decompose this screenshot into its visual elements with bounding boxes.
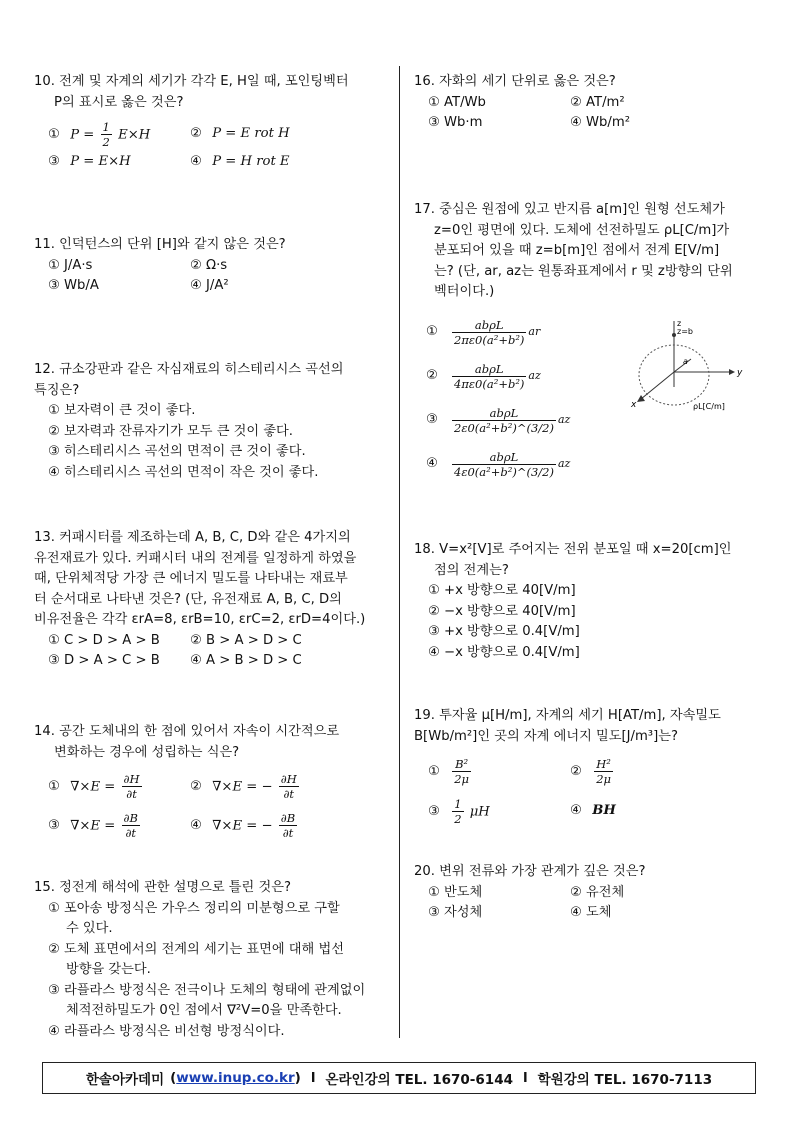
- stem-line: B[Wb/m²]인 곳의 자계 에너지 밀도[J/m³]는?: [414, 728, 678, 744]
- question-11-stem: 11. 인덕턴스의 단위 [H]와 같지 않은 것은?: [34, 237, 286, 252]
- option-number: ②: [426, 368, 438, 384]
- option-2[interactable]: [190, 124, 332, 145]
- option-3[interactable]: ③ 자성체: [428, 905, 483, 920]
- option-3[interactable]: [414, 399, 614, 443]
- option-4[interactable]: ④ J/A²: [190, 278, 229, 293]
- stem-line: 는? (단, ar, az는 원통좌표계에서 r 및 z방향의 단위: [434, 263, 733, 279]
- ring-charge-figure: [629, 317, 749, 427]
- question-10: [34, 72, 386, 175]
- figure-label-y: y: [737, 367, 743, 378]
- unit-vector: az: [557, 413, 571, 427]
- column-divider: [399, 66, 400, 1038]
- question-18-stem: [414, 540, 766, 581]
- stem-line: z=0인 평면에 있다. 도체에 선전하밀도 ρL[C/m]가: [434, 222, 730, 238]
- option-2[interactable]: ② AT/m²: [570, 94, 625, 110]
- question-15-stem: 15. 정전계 해석에 관한 설명으로 틀린 것은?: [34, 880, 291, 895]
- fraction: $\frac{\partial B}{\partial t}$: [280, 810, 296, 840]
- question-14: [34, 722, 386, 845]
- question-10-stem: [34, 72, 386, 113]
- fraction: $\frac{\partial H}{\partial t}$: [123, 771, 140, 801]
- question-16: [414, 72, 766, 134]
- option-text: ② 도체 표면에서의 전계의 세기는 표면에 대해 법선: [48, 941, 344, 957]
- option-3[interactable]: [48, 811, 190, 840]
- stem-line: 18. V=x²[V]로 주어지는 전위 분포일 때 x=20[cm]인: [414, 542, 732, 557]
- fraction: $\frac{\text{abρL}}{\text{4ε0(a²+b²)\textasciicircum{}(3/2)}}$: [454, 450, 554, 479]
- question-16-stem: 16. 자화의 세기 단위로 옳은 것은?: [414, 74, 616, 89]
- figure-label-z: z: [677, 318, 682, 328]
- option-2[interactable]: [34, 940, 386, 981]
- stem-line: 점의 전계는?: [434, 562, 509, 578]
- fraction: $\frac{\partial H}{\partial t}$: [280, 771, 297, 801]
- option-2[interactable]: [190, 772, 332, 801]
- option-4[interactable]: [190, 152, 332, 173]
- campus-phone: 학원강의 TEL. 1670-7113: [537, 1072, 713, 1088]
- fraction: $\frac{\text{abρL}}{\text{2ε0(a²+b²)\textasciicircum{}(3/2)}}$: [454, 406, 554, 435]
- stem-line: 벡터이다.): [434, 284, 495, 299]
- option-number: ①: [48, 127, 60, 142]
- option-text: 수 있다.: [66, 921, 113, 936]
- option-2[interactable]: ② B > A > D > C: [190, 632, 302, 648]
- stem-line: 17. 중심은 원점에 있고 반지름 a[m]인 원형 선도체가: [414, 202, 725, 217]
- stem-line: 13. 커패시터를 제조하는데 A, B, C, D와 같은 4가지의: [34, 530, 351, 545]
- fraction: $\frac{1}{2}$: [102, 119, 110, 149]
- stem-line: 12. 규소강판과 같은 자심재료의 히스테리시스 곡선의: [34, 362, 344, 377]
- option-4[interactable]: ④ Wb/m²: [570, 115, 631, 130]
- option-4[interactable]: ④ 히스테리시스 곡선의 면적이 작은 것이 좋다.: [48, 464, 319, 480]
- fraction: $\frac{\text{abρL}}{\text{2πε0(a²+b²)}}$: [454, 318, 525, 347]
- question-19: [414, 706, 766, 831]
- question-17: [414, 200, 766, 487]
- question-19-stem: [414, 706, 766, 747]
- option-number: ④: [426, 456, 438, 472]
- option-number: ④: [190, 153, 202, 169]
- figure-label-x: x: [631, 399, 637, 410]
- fraction: $\frac{\text{abρL}}{\text{4πε0(a²+b²)}}$: [454, 362, 525, 391]
- footer-banner: 한솔아카데미 ( www.inup.co.kr ) l 온라인강의 TEL. 1670-6144 l 학원강의 TEL. 1670-7113: [42, 1062, 756, 1094]
- option-text: E×H: [118, 127, 151, 142]
- option-number: ②: [190, 125, 202, 141]
- stem-line: 유전재료가 있다. 커패시터 내의 전계를 일정하게 하였을: [34, 550, 357, 566]
- question-12: [34, 360, 386, 483]
- question-11: [34, 235, 386, 297]
- stem-line: 비유전율은 각각 εrA=8, εrB=10, εrC=2, εrD=4이다.): [34, 612, 366, 627]
- option-1[interactable]: ① +x 방향으로 40[V/m]: [428, 583, 576, 598]
- option-4[interactable]: ④ 도체: [570, 905, 612, 920]
- stem-line: 14. 공간 도체내의 한 점에 있어서 자속이 시간적으로: [34, 724, 340, 739]
- option-1[interactable]: ① AT/Wb: [428, 94, 486, 110]
- option-number: ②: [570, 764, 582, 779]
- option-2[interactable]: ② 유전체: [570, 884, 625, 900]
- option-4[interactable]: ④ −x 방향으로 0.4[V/m]: [428, 644, 580, 660]
- question-20: [414, 862, 766, 924]
- stem-line: P의 표시로 옳은 것은?: [54, 94, 184, 110]
- option-text: 방향을 갖는다.: [66, 962, 151, 977]
- stem-line: 변화하는 경우에 성립하는 식은?: [54, 744, 240, 760]
- unit-vector: ar: [528, 325, 541, 339]
- option-text: ③ 라플라스 방정식은 전극이나 도체의 형태에 관계없이: [48, 982, 366, 998]
- option-text: μH: [469, 804, 490, 819]
- question-17-stem: [414, 200, 766, 303]
- option-text: P = E×H: [70, 153, 131, 169]
- figure-label-a: a: [683, 356, 688, 366]
- option-4[interactable]: ④ A > B > D > C: [190, 653, 302, 668]
- stem-line: 19. 투자율 μ[H/m], 자계의 세기 H[AT/m], 자속밀도: [414, 708, 721, 723]
- option-2[interactable]: ② Ω·s: [190, 257, 228, 273]
- stem-line: 때, 단위체적당 가장 큰 에너지 밀도를 나타내는 재료부: [34, 571, 348, 586]
- option-text: 체적전하밀도가 0인 점에서 ∇²V=0을 만족한다.: [66, 1003, 342, 1018]
- option-3[interactable]: ③ +x 방향으로 0.4[V/m]: [428, 624, 580, 639]
- fraction: $\frac{\text{B²}}{2\mu}$: [454, 756, 469, 786]
- question-10-options: [34, 119, 386, 175]
- separator: l: [523, 1070, 528, 1086]
- option-1[interactable]: ① 반도체: [428, 884, 483, 900]
- option-3[interactable]: ③ 히스테리시스 곡선의 면적이 큰 것이 좋다.: [48, 444, 306, 459]
- option-number: ③: [48, 818, 60, 833]
- question-20-stem: 20. 변위 전류와 가장 관계가 깊은 것은?: [414, 864, 646, 879]
- option-3[interactable]: ③ D > A > C > B: [48, 653, 160, 668]
- option-3[interactable]: [48, 152, 190, 173]
- stem-line: 분포되어 있을 때 z=b[m]인 점에서 전계 E[V/m]: [434, 243, 720, 258]
- figure-label-rho: ρL[C/m]: [693, 401, 725, 411]
- academy-name: 한솔아카데미: [85, 1072, 165, 1088]
- question-13-stem: [34, 528, 386, 631]
- option-1[interactable]: [428, 757, 570, 786]
- option-text: BH: [592, 802, 616, 818]
- option-3[interactable]: ③ Wb/A: [48, 278, 99, 293]
- option-4[interactable]: ④ 라플라스 방정식은 비선형 방정식이다.: [48, 1023, 285, 1039]
- fraction: $\frac{\text{H²}}{2\mu}$: [596, 756, 611, 786]
- option-text: ① 포아송 방정식은 가우스 정리의 미분형으로 구할: [48, 900, 340, 916]
- option-2[interactable]: ② 보자력과 잔류자기가 모두 큰 것이 좋다.: [48, 423, 293, 439]
- option-4[interactable]: [190, 811, 332, 840]
- option-2[interactable]: ② −x 방향으로 40[V/m]: [428, 603, 576, 619]
- option-1[interactable]: ① 보자력이 큰 것이 좋다.: [48, 403, 196, 418]
- fraction: $\frac{1}{2}$: [454, 796, 462, 826]
- option-number: ④: [570, 802, 582, 818]
- stem-line: 특징은?: [34, 382, 80, 398]
- option-1[interactable]: ① J/A·s: [48, 257, 93, 273]
- option-text: ∇×E = −: [212, 779, 273, 794]
- option-number: ③: [426, 412, 438, 428]
- option-text: P = H rot E: [212, 153, 290, 169]
- option-text: ∇×E =: [70, 779, 116, 794]
- option-text: P = E rot H: [212, 125, 290, 141]
- option-4[interactable]: [570, 801, 712, 822]
- option-number: ①: [428, 764, 440, 779]
- question-15: [34, 878, 386, 1042]
- option-1[interactable]: ① C > D > A > B: [48, 632, 160, 648]
- question-12-stem: [34, 360, 386, 401]
- option-1[interactable]: [34, 899, 386, 940]
- unit-vector: az: [557, 457, 571, 471]
- option-number: ④: [190, 818, 202, 833]
- separator: l: [310, 1070, 316, 1086]
- website-link[interactable]: www.inup.co.kr: [176, 1070, 295, 1086]
- option-2[interactable]: [414, 355, 614, 399]
- option-3[interactable]: [34, 981, 386, 1022]
- option-1[interactable]: [48, 772, 190, 801]
- option-2[interactable]: [570, 757, 712, 786]
- option-1[interactable]: [48, 120, 190, 149]
- option-number: ③: [48, 153, 60, 169]
- option-number: ②: [190, 779, 202, 794]
- question-18: [414, 540, 766, 663]
- unit-vector: az: [528, 369, 541, 383]
- option-3[interactable]: [428, 797, 570, 826]
- question-13: [34, 528, 386, 672]
- question-14-stem: [34, 722, 386, 763]
- option-text: ∇×E =: [70, 818, 116, 833]
- online-phone: 온라인강의 TEL. 1670-6144: [325, 1072, 513, 1088]
- option-3[interactable]: ③ Wb·m: [428, 115, 483, 130]
- figure-label-zb: z=b: [677, 326, 693, 336]
- option-4[interactable]: [414, 443, 614, 487]
- option-number: ③: [428, 804, 440, 819]
- stem-line: 터 순서대로 나타낸 것은? (단, 유전재료 A, B, C, D의: [34, 591, 342, 607]
- stem-line: 10. 전계 및 자계의 세기가 각각 E, H일 때, 포인팅벡터: [34, 74, 349, 89]
- fraction: $\frac{\partial B}{\partial t}$: [123, 810, 138, 840]
- option-text: P =: [70, 127, 95, 142]
- option-number: ①: [426, 324, 438, 340]
- option-number: ①: [48, 779, 60, 794]
- option-text: ∇×E = −: [212, 818, 273, 833]
- option-1[interactable]: [414, 311, 614, 355]
